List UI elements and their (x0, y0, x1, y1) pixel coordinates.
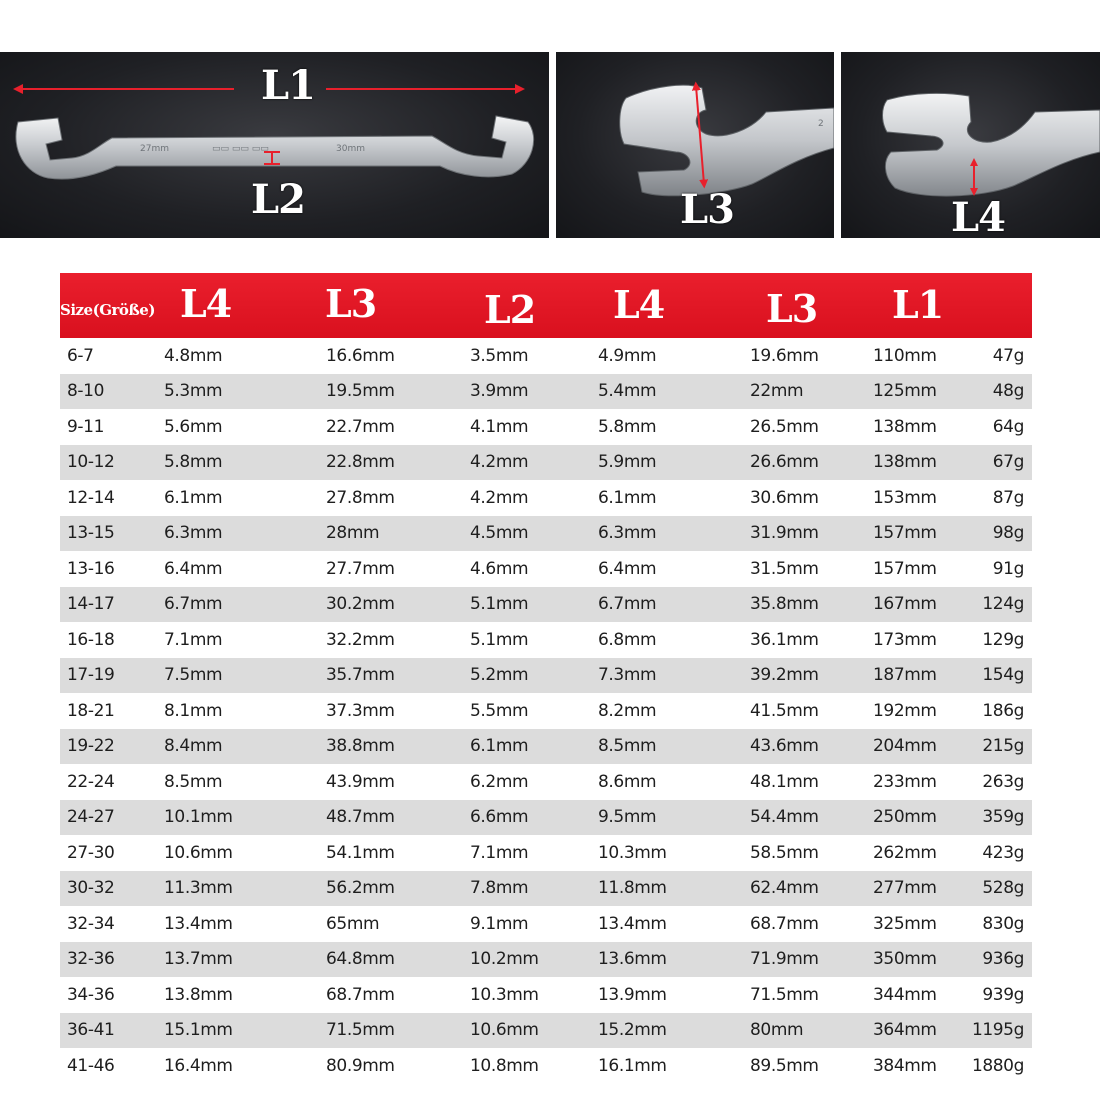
cell-size: 17-19 (67, 665, 115, 686)
label-l3: L3 (680, 186, 734, 233)
cell-l3-b: 41.5mm (750, 700, 819, 721)
cell-weight: 263g (982, 771, 1024, 792)
cell-weight: 1880g (971, 1055, 1024, 1076)
cell-l1: 364mm (873, 1020, 937, 1041)
cell-l4-b: 5.9mm (598, 452, 657, 473)
wrench-length-photo (0, 52, 549, 238)
cell-l4-a: 7.1mm (164, 629, 223, 650)
table-row (60, 906, 1032, 942)
cell-l3-a: 56.2mm (326, 878, 395, 899)
cell-l4-b: 13.9mm (598, 984, 667, 1005)
table-row (60, 942, 1032, 978)
wrench-shape (16, 116, 534, 179)
cell-size: 32-34 (67, 913, 115, 934)
cell-l4-b: 8.2mm (598, 700, 657, 721)
cell-l2: 4.1mm (470, 416, 529, 437)
cell-l4-a: 16.4mm (164, 1055, 233, 1076)
cell-l3-b: 39.2mm (750, 665, 819, 686)
cell-l4-a: 6.7mm (164, 594, 223, 615)
cell-l4-a: 13.4mm (164, 913, 233, 934)
cell-l2: 4.2mm (470, 487, 529, 508)
cell-l2: 6.6mm (470, 807, 529, 828)
cell-l1: 250mm (873, 807, 937, 828)
jaw-depth-photo (556, 52, 834, 238)
table-row (60, 622, 1032, 658)
cell-weight: 1195g (971, 1020, 1024, 1041)
cell-l3-a: 28mm (326, 523, 380, 544)
cell-l2: 4.6mm (470, 558, 529, 579)
cell-l1: 187mm (873, 665, 937, 686)
cell-l4-a: 6.1mm (164, 487, 223, 508)
cell-weight: 154g (982, 665, 1024, 686)
table-row (60, 409, 1032, 445)
cell-weight: 47g (992, 345, 1024, 366)
cell-l3-b: 19.6mm (750, 345, 819, 366)
cell-l1: 233mm (873, 771, 937, 792)
cell-l3-b: 89.5mm (750, 1055, 819, 1076)
cell-l3-a: 22.7mm (326, 416, 395, 437)
cell-weight: 98g (992, 523, 1024, 544)
cell-l3-a: 43.9mm (326, 771, 395, 792)
cell-l2: 10.6mm (470, 1020, 539, 1041)
cell-l4-a: 8.4mm (164, 736, 223, 757)
jaw-thickness-photo (841, 52, 1100, 238)
table-row (60, 445, 1032, 481)
cell-l4-b: 6.7mm (598, 594, 657, 615)
cell-l2: 3.9mm (470, 381, 529, 402)
cell-l2: 5.5mm (470, 700, 529, 721)
cell-l4-b: 15.2mm (598, 1020, 667, 1041)
cell-weight: 528g (982, 878, 1024, 899)
cell-l4-b: 8.5mm (598, 736, 657, 757)
cell-size: 14-17 (67, 594, 115, 615)
cell-l4-b: 7.3mm (598, 665, 657, 686)
cell-l2: 5.2mm (470, 665, 529, 686)
cell-l2: 10.2mm (470, 949, 539, 970)
cell-l1: 138mm (873, 416, 937, 437)
cell-l4-b: 16.1mm (598, 1055, 667, 1076)
cell-l1: 325mm (873, 913, 937, 934)
cell-l3-b: 54.4mm (750, 807, 819, 828)
cell-l1: 277mm (873, 878, 937, 899)
label-l2: L2 (251, 176, 305, 223)
cell-l1: 384mm (873, 1055, 937, 1076)
cell-l4-b: 9.5mm (598, 807, 657, 828)
table-header (60, 273, 1032, 338)
cell-size: 12-14 (67, 487, 115, 508)
cell-l2: 4.2mm (470, 452, 529, 473)
engraving-left: 27mm (140, 144, 169, 154)
cell-l4-b: 11.8mm (598, 878, 667, 899)
cell-weight: 67g (992, 452, 1024, 473)
cell-l4-b: 13.6mm (598, 949, 667, 970)
cell-size: 10-12 (67, 452, 115, 473)
cell-l1: 153mm (873, 487, 937, 508)
cell-l3-a: 22.8mm (326, 452, 395, 473)
cell-l3-b: 58.5mm (750, 842, 819, 863)
cell-l3-a: 65mm (326, 913, 380, 934)
cell-l3-a: 30.2mm (326, 594, 395, 615)
cell-l2: 4.5mm (470, 523, 529, 544)
cell-size: 34-36 (67, 984, 115, 1005)
cell-l3-a: 80.9mm (326, 1055, 395, 1076)
header-l2: L2 (484, 287, 536, 332)
cell-weight: 124g (982, 594, 1024, 615)
table-row (60, 1048, 1032, 1084)
cell-l3-b: 26.6mm (750, 452, 819, 473)
cell-weight: 186g (982, 700, 1024, 721)
header-l1: L1 (892, 282, 944, 327)
cell-size: 32-36 (67, 949, 115, 970)
cell-l1: 204mm (873, 736, 937, 757)
cell-size: 9-11 (67, 416, 104, 437)
cell-weight: 87g (992, 487, 1024, 508)
cell-size: 8-10 (67, 381, 104, 402)
cell-l1: 192mm (873, 700, 937, 721)
cell-weight: 939g (982, 984, 1024, 1005)
cell-l3-b: 35.8mm (750, 594, 819, 615)
cell-l1: 173mm (873, 629, 937, 650)
table-row (60, 374, 1032, 410)
cell-size: 18-21 (67, 700, 115, 721)
engraving-brand: ▭▭ ▭▭ ▭▭ (212, 144, 269, 154)
table-row (60, 338, 1032, 374)
cell-l4-b: 8.6mm (598, 771, 657, 792)
cell-size: 30-32 (67, 878, 115, 899)
cell-l2: 7.8mm (470, 878, 529, 899)
cell-l4-b: 6.8mm (598, 629, 657, 650)
cell-l3-b: 68.7mm (750, 913, 819, 934)
cell-l2: 6.2mm (470, 771, 529, 792)
cell-l3-a: 27.7mm (326, 558, 395, 579)
cell-l4-a: 6.4mm (164, 558, 223, 579)
cell-l3-b: 71.5mm (750, 984, 819, 1005)
cell-l3-a: 38.8mm (326, 736, 395, 757)
table-row (60, 587, 1032, 623)
cell-l4-a: 11.3mm (164, 878, 233, 899)
cell-l3-a: 48.7mm (326, 807, 395, 828)
cell-l4-b: 10.3mm (598, 842, 667, 863)
cell-l2: 6.1mm (470, 736, 529, 757)
cell-l3-b: 80mm (750, 1020, 804, 1041)
cell-size: 41-46 (67, 1055, 115, 1076)
cell-l4-a: 7.5mm (164, 665, 223, 686)
cell-weight: 359g (982, 807, 1024, 828)
cell-l4-a: 5.3mm (164, 381, 223, 402)
cell-l1: 125mm (873, 381, 937, 402)
cell-l3-b: 31.9mm (750, 523, 819, 544)
table-row (60, 1013, 1032, 1049)
cell-l4-a: 15.1mm (164, 1020, 233, 1041)
cell-weight: 48g (992, 381, 1024, 402)
cell-l4-b: 13.4mm (598, 913, 667, 934)
table-row (60, 658, 1032, 694)
cell-l4-a: 8.5mm (164, 771, 223, 792)
cell-l2: 10.8mm (470, 1055, 539, 1076)
jaw-thickness-shape (883, 93, 1100, 196)
label-l1: L1 (261, 62, 315, 109)
cell-l1: 344mm (873, 984, 937, 1005)
header-l4-b: L4 (613, 282, 665, 327)
cell-size: 16-18 (67, 629, 115, 650)
cell-l4-a: 13.7mm (164, 949, 233, 970)
table-row (60, 693, 1032, 729)
cell-l3-b: 48.1mm (750, 771, 819, 792)
cell-l1: 262mm (873, 842, 937, 863)
cell-l2: 3.5mm (470, 345, 529, 366)
cell-l4-a: 4.8mm (164, 345, 223, 366)
cell-size: 19-22 (67, 736, 115, 757)
cell-l3-a: 19.5mm (326, 381, 395, 402)
cell-weight: 64g (992, 416, 1024, 437)
header-l4-a: L4 (180, 281, 232, 326)
label-l4: L4 (951, 194, 1005, 238)
cell-l2: 5.1mm (470, 629, 529, 650)
cell-size: 13-16 (67, 558, 115, 579)
cell-size: 6-7 (67, 345, 94, 366)
spec-table (60, 273, 1032, 1078)
cell-l3-b: 22mm (750, 381, 804, 402)
cell-l1: 167mm (873, 594, 937, 615)
cell-l2: 5.1mm (470, 594, 529, 615)
cell-l3-b: 43.6mm (750, 736, 819, 757)
cell-l1: 157mm (873, 523, 937, 544)
cell-l3-a: 32.2mm (326, 629, 395, 650)
cell-l4-b: 5.4mm (598, 381, 657, 402)
jaw-shape (620, 85, 834, 195)
cell-l3-b: 36.1mm (750, 629, 819, 650)
cell-l4-b: 6.3mm (598, 523, 657, 544)
cell-l3-a: 64.8mm (326, 949, 395, 970)
table-row (60, 516, 1032, 552)
cell-l4-a: 8.1mm (164, 700, 223, 721)
cell-l1: 157mm (873, 558, 937, 579)
table-row (60, 551, 1032, 587)
cell-l3-a: 68.7mm (326, 984, 395, 1005)
cell-l3-a: 16.6mm (326, 345, 395, 366)
cell-weight: 423g (982, 842, 1024, 863)
cell-size: 24-27 (67, 807, 115, 828)
header-size: Size(Größe) (60, 301, 155, 319)
engraving-detail: 2 (818, 119, 824, 129)
cell-weight: 215g (982, 736, 1024, 757)
cell-l3-b: 26.5mm (750, 416, 819, 437)
cell-l1: 138mm (873, 452, 937, 473)
cell-size: 27-30 (67, 842, 115, 863)
cell-l2: 7.1mm (470, 842, 529, 863)
table-row (60, 835, 1032, 871)
cell-l3-a: 35.7mm (326, 665, 395, 686)
table-row (60, 764, 1032, 800)
cell-l4-a: 5.8mm (164, 452, 223, 473)
cell-l3-b: 31.5mm (750, 558, 819, 579)
cell-l4-b: 6.4mm (598, 558, 657, 579)
table-row (60, 800, 1032, 836)
table-row (60, 729, 1032, 765)
cell-weight: 936g (982, 949, 1024, 970)
table-body (60, 338, 1032, 1084)
cell-l2: 9.1mm (470, 913, 529, 934)
cell-l3-b: 62.4mm (750, 878, 819, 899)
cell-l4-a: 5.6mm (164, 416, 223, 437)
cell-size: 36-41 (67, 1020, 115, 1041)
cell-l4-b: 5.8mm (598, 416, 657, 437)
table-row (60, 977, 1032, 1013)
engraving-right: 30mm (336, 144, 365, 154)
cell-size: 13-15 (67, 523, 115, 544)
cell-l2: 10.3mm (470, 984, 539, 1005)
header-l3-b: L3 (766, 286, 818, 331)
cell-l3-b: 30.6mm (750, 487, 819, 508)
cell-l3-a: 71.5mm (326, 1020, 395, 1041)
cell-l3-a: 27.8mm (326, 487, 395, 508)
cell-size: 22-24 (67, 771, 115, 792)
cell-l4-a: 6.3mm (164, 523, 223, 544)
cell-weight: 91g (992, 558, 1024, 579)
cell-l1: 350mm (873, 949, 937, 970)
cell-weight: 830g (982, 913, 1024, 934)
cell-l4-b: 4.9mm (598, 345, 657, 366)
table-row (60, 871, 1032, 907)
cell-l1: 110mm (873, 345, 937, 366)
cell-l4-a: 10.6mm (164, 842, 233, 863)
header-l3-a: L3 (325, 281, 377, 326)
cell-weight: 129g (982, 629, 1024, 650)
cell-l4-a: 13.8mm (164, 984, 233, 1005)
cell-l3-b: 71.9mm (750, 949, 819, 970)
table-row (60, 480, 1032, 516)
cell-l3-a: 54.1mm (326, 842, 395, 863)
cell-l4-b: 6.1mm (598, 487, 657, 508)
cell-l3-a: 37.3mm (326, 700, 395, 721)
cell-l4-a: 10.1mm (164, 807, 233, 828)
